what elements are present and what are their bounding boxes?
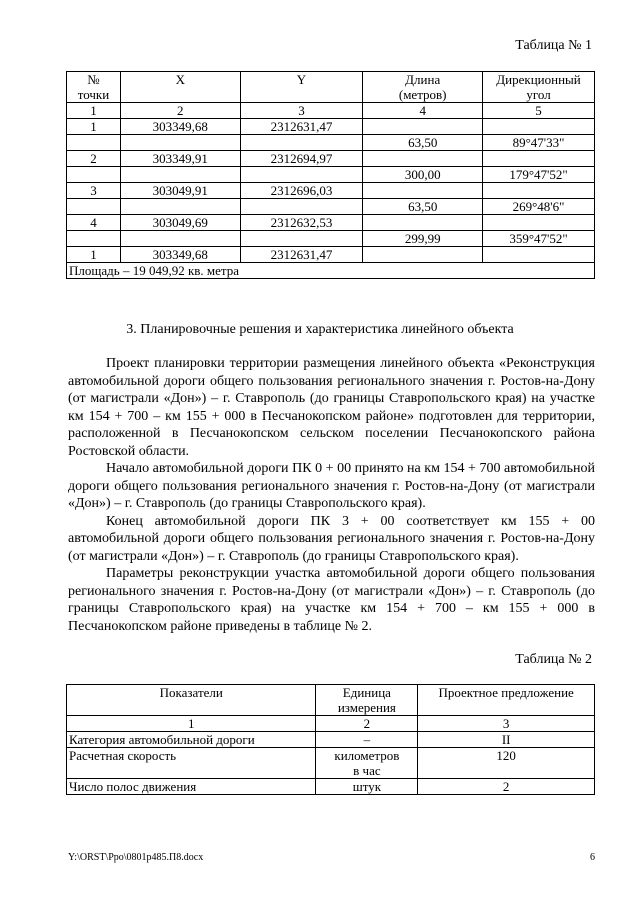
table-cell bbox=[67, 167, 121, 183]
table-cell bbox=[120, 199, 240, 215]
parameters-table bbox=[66, 684, 595, 795]
table-cell: 2312631,47 bbox=[240, 119, 363, 135]
table-row bbox=[67, 151, 595, 167]
area-total: Площадь – 19 049,92 кв. метра bbox=[67, 263, 595, 279]
table-cell bbox=[67, 231, 121, 247]
table-row bbox=[67, 231, 595, 247]
table-numbering-row bbox=[67, 716, 595, 732]
table-cell: II bbox=[418, 732, 595, 748]
column-header: Проектное предложение bbox=[418, 685, 595, 716]
body-text bbox=[68, 355, 595, 635]
column-number: 3 bbox=[240, 103, 363, 119]
table-cell: – bbox=[316, 732, 418, 748]
column-header: № точки bbox=[67, 72, 121, 103]
table-row bbox=[67, 135, 595, 151]
page-number: 6 bbox=[590, 852, 595, 863]
table-cell bbox=[67, 135, 121, 151]
table-cell bbox=[120, 231, 240, 247]
column-number: 1 bbox=[67, 716, 316, 732]
column-header: Y bbox=[240, 72, 363, 103]
table-cell: 299,99 bbox=[363, 231, 483, 247]
table-cell: 2 bbox=[418, 779, 595, 795]
table-cell: штук bbox=[316, 779, 418, 795]
table-header-row bbox=[67, 72, 595, 103]
table-cell bbox=[363, 119, 483, 135]
table-row bbox=[67, 199, 595, 215]
table-cell bbox=[67, 199, 121, 215]
table-cell: Расчетная скорость bbox=[67, 748, 316, 779]
table-area-row bbox=[67, 263, 595, 279]
table-cell bbox=[240, 199, 363, 215]
table-cell bbox=[240, 167, 363, 183]
column-number: 2 bbox=[316, 716, 418, 732]
column-header: Единица измерения bbox=[316, 685, 418, 716]
table-cell bbox=[240, 231, 363, 247]
table-cell: 303349,68 bbox=[120, 247, 240, 263]
table-cell: 89°47'33" bbox=[483, 135, 595, 151]
table2-caption: Таблица № 2 bbox=[515, 652, 592, 667]
table-cell: Число полос движения bbox=[67, 779, 316, 795]
coordinates-table bbox=[66, 71, 595, 279]
table-cell bbox=[483, 183, 595, 199]
table-cell bbox=[483, 151, 595, 167]
table-cell: 63,50 bbox=[363, 135, 483, 151]
table-cell: 300,00 bbox=[363, 167, 483, 183]
column-header: Показатели bbox=[67, 685, 316, 716]
table-cell: 303349,91 bbox=[120, 151, 240, 167]
table-cell: 1 bbox=[67, 247, 121, 263]
table-cell: 120 bbox=[418, 748, 595, 779]
table-cell: 179°47'52" bbox=[483, 167, 595, 183]
column-number: 3 bbox=[418, 716, 595, 732]
table-numbering-row bbox=[67, 103, 595, 119]
table-cell: 303049,69 bbox=[120, 215, 240, 231]
table-row bbox=[67, 779, 595, 795]
table-cell: 2312631,47 bbox=[240, 247, 363, 263]
table-cell: 269°48'6" bbox=[483, 199, 595, 215]
paragraph: Конец автомобильной дороги ПК 3 + 00 соответствует км 155 + 00 автомобильной дороги общего пользования регионального значения г. Ростов-на-Дону (от магистрали «Дон») – г. Ставрополь (до границы Ставропольского края). bbox=[68, 513, 595, 564]
table-row bbox=[67, 247, 595, 263]
table-cell: 359°47'52" bbox=[483, 231, 595, 247]
column-number: 1 bbox=[67, 103, 121, 119]
table-cell bbox=[120, 167, 240, 183]
table-cell bbox=[120, 135, 240, 151]
table-row bbox=[67, 215, 595, 231]
table-row bbox=[67, 732, 595, 748]
table-cell: 1 bbox=[67, 119, 121, 135]
table-cell: 2 bbox=[67, 151, 121, 167]
table-cell: 63,50 bbox=[363, 199, 483, 215]
table-cell bbox=[483, 215, 595, 231]
table-cell bbox=[363, 215, 483, 231]
table-cell bbox=[483, 247, 595, 263]
table-row bbox=[67, 183, 595, 199]
table-cell: километров в час bbox=[316, 748, 418, 779]
table-cell: Категория автомобильной дороги bbox=[67, 732, 316, 748]
paragraph: Начало автомобильной дороги ПК 0 + 00 принято на км 154 + 700 автомобильной дороги общего пользования регионального значения г. Ростов-на-Дону (от магистрали «Дон») – г. Ставрополь (до границы Ставропольского края). bbox=[68, 461, 595, 511]
table-cell bbox=[363, 151, 483, 167]
paragraph: Проект планировки территории размещения линейного объекта «Реконструкция автомобильной дороги общего пользования регионального значения г. Ростов-на-Дону (от магистрали «Дон») – г. Ставрополь (до границы Ставропольского края) на участке км 154 + 700 – км 155 + 000 в Песчанокопском районе» подготовлен для территории, расположенной в Песчанокопском сельском поселении Песчанокопского района Ростовской области. bbox=[68, 356, 595, 459]
table-row bbox=[67, 167, 595, 183]
paragraph: Параметры реконструкции участка автомобильной дороги общего пользования регионального значения г. Ростов-на-Дону (от магистрали «Дон») – г. Ставрополь (до границы Ставропольского края) на участке км 154 + 700 – км 155 + 000 в Песчанокопском районе приведены в таблице № 2. bbox=[68, 566, 595, 634]
column-header: Длина (метров) bbox=[363, 72, 483, 103]
table-row bbox=[67, 119, 595, 135]
table-cell: 2312696,03 bbox=[240, 183, 363, 199]
table-cell: 4 bbox=[67, 215, 121, 231]
section-heading: 3. Планировочные решения и характеристика линейного объекта bbox=[126, 322, 514, 337]
table-cell bbox=[363, 183, 483, 199]
column-number: 4 bbox=[363, 103, 483, 119]
table-cell: 303349,68 bbox=[120, 119, 240, 135]
table-cell: 3 bbox=[67, 183, 121, 199]
table1-caption: Таблица № 1 bbox=[515, 38, 592, 53]
table-row bbox=[67, 748, 595, 779]
table-cell bbox=[363, 247, 483, 263]
table-cell bbox=[483, 119, 595, 135]
table-cell: 303049,91 bbox=[120, 183, 240, 199]
column-number: 2 bbox=[120, 103, 240, 119]
column-number: 5 bbox=[483, 103, 595, 119]
footer-file-path: Y:\ORST\Ppo\0801p485.П8.docx bbox=[68, 852, 204, 863]
table-cell: 2312632,53 bbox=[240, 215, 363, 231]
column-header: Дирекционный угол bbox=[483, 72, 595, 103]
table-cell: 2312694,97 bbox=[240, 151, 363, 167]
table-cell bbox=[240, 135, 363, 151]
table-header-row bbox=[67, 685, 595, 716]
column-header: X bbox=[120, 72, 240, 103]
